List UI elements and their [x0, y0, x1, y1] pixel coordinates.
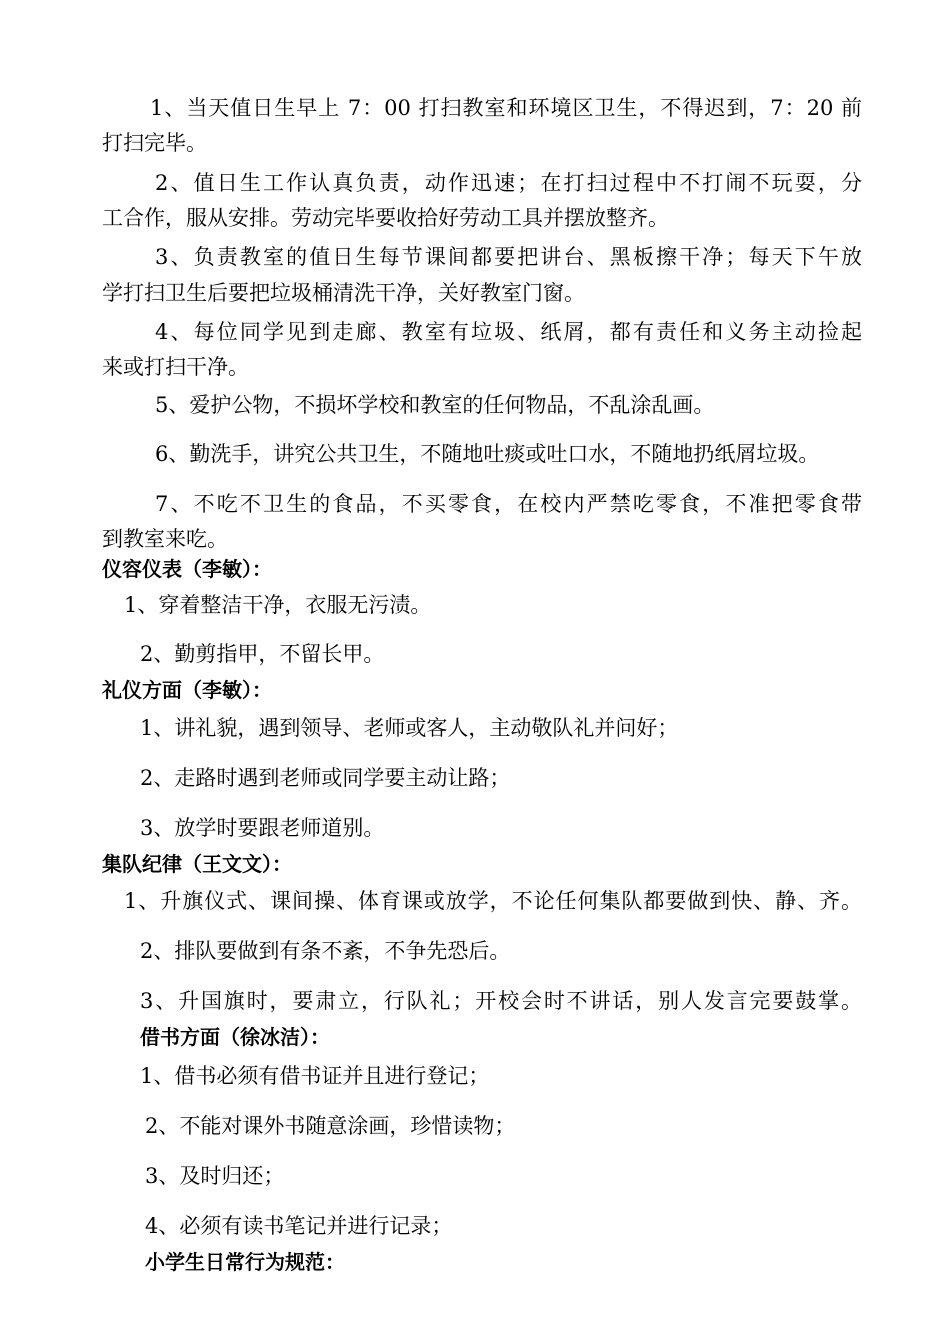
hygiene-rule-2-line-1: 2、值日生工作认真负责，动作迅速；在打扫过程中不打闹不玩耍，分 — [155, 171, 862, 195]
hygiene-rule-5: 5、爱护公物，不损坏学校和教室的任何物品，不乱涂乱画。 — [155, 393, 715, 417]
hygiene-rule-4-line-2: 来或打扫干净。 — [102, 355, 249, 379]
appearance-item-1: 1、穿着整洁干净，衣服无污渍。 — [124, 593, 432, 617]
hygiene-rule-7-line-2: 到教室来吃。 — [102, 527, 228, 551]
etiquette-item-3: 3、放学时要跟老师道别。 — [140, 816, 385, 840]
borrowing-item-4: 4、必须有读书笔记并进行记录； — [145, 1214, 453, 1238]
discipline-item-3: 3、升国旗时，要肃立，行队礼；开校会时不讲话，别人发言完要鼓掌。 — [140, 989, 862, 1013]
borrowing-item-1: 1、借书必须有借书证并且进行登记； — [140, 1064, 490, 1088]
hygiene-rule-7-line-1: 7、不吃不卫生的食品，不买零食，在校内严禁吃零食，不准把零食带 — [155, 492, 862, 516]
discipline-item-1: 1、升旗仪式、课间操、体育课或放学，不论任何集队都要做到快、静、齐。 — [124, 889, 862, 913]
hygiene-rule-4-line-1: 4、每位同学见到走廊、教室有垃圾、纸屑，都有责任和义务主动捡起 — [155, 320, 862, 344]
etiquette-heading: 礼仪方面（李敏）： — [102, 678, 272, 702]
hygiene-rule-3-line-2: 学打扫卫生后要把垃圾桶清洗干净，关好教室门窗。 — [102, 281, 585, 305]
etiquette-item-2: 2、走路时遇到老师或同学要主动让路； — [140, 766, 511, 790]
discipline-heading: 集队纪律（王文文）： — [102, 852, 292, 876]
hygiene-rule-2-line-2: 工合作，服从安排。劳动完毕要收拾好劳动工具并摆放整齐。 — [102, 206, 669, 230]
appearance-heading: 仪容仪表（李敏）： — [102, 557, 272, 581]
etiquette-item-1: 1、讲礼貌，遇到领导、老师或客人，主动敬队礼并问好； — [140, 716, 679, 740]
hygiene-rule-1-line-2: 打扫完毕。 — [102, 131, 207, 155]
appearance-item-2: 2、勤剪指甲，不留长甲。 — [140, 642, 385, 666]
hygiene-rule-3-line-1: 3、负责教室的值日生每节课间都要把讲台、黑板擦干净；每天下午放 — [155, 245, 862, 269]
discipline-item-2: 2、排队要做到有条不紊，不争先恐后。 — [140, 939, 511, 963]
borrowing-heading: 借书方面（徐冰洁）： — [140, 1025, 330, 1049]
borrowing-item-2: 2、不能对课外书随意涂画，珍惜读物； — [145, 1114, 516, 1138]
hygiene-rule-6: 6、勤洗手，讲究公共卫生，不随地吐痰或吐口水，不随地扔纸屑垃圾。 — [155, 442, 820, 466]
daily-norms-heading: 小学生日常行为规范： — [145, 1250, 345, 1274]
borrowing-item-3: 3、及时归还； — [145, 1164, 285, 1188]
hygiene-rule-1-line-1: 1、当天值日生早上 7：00 打扫教室和环境区卫生，不得迟到，7：20 前 — [150, 96, 862, 120]
